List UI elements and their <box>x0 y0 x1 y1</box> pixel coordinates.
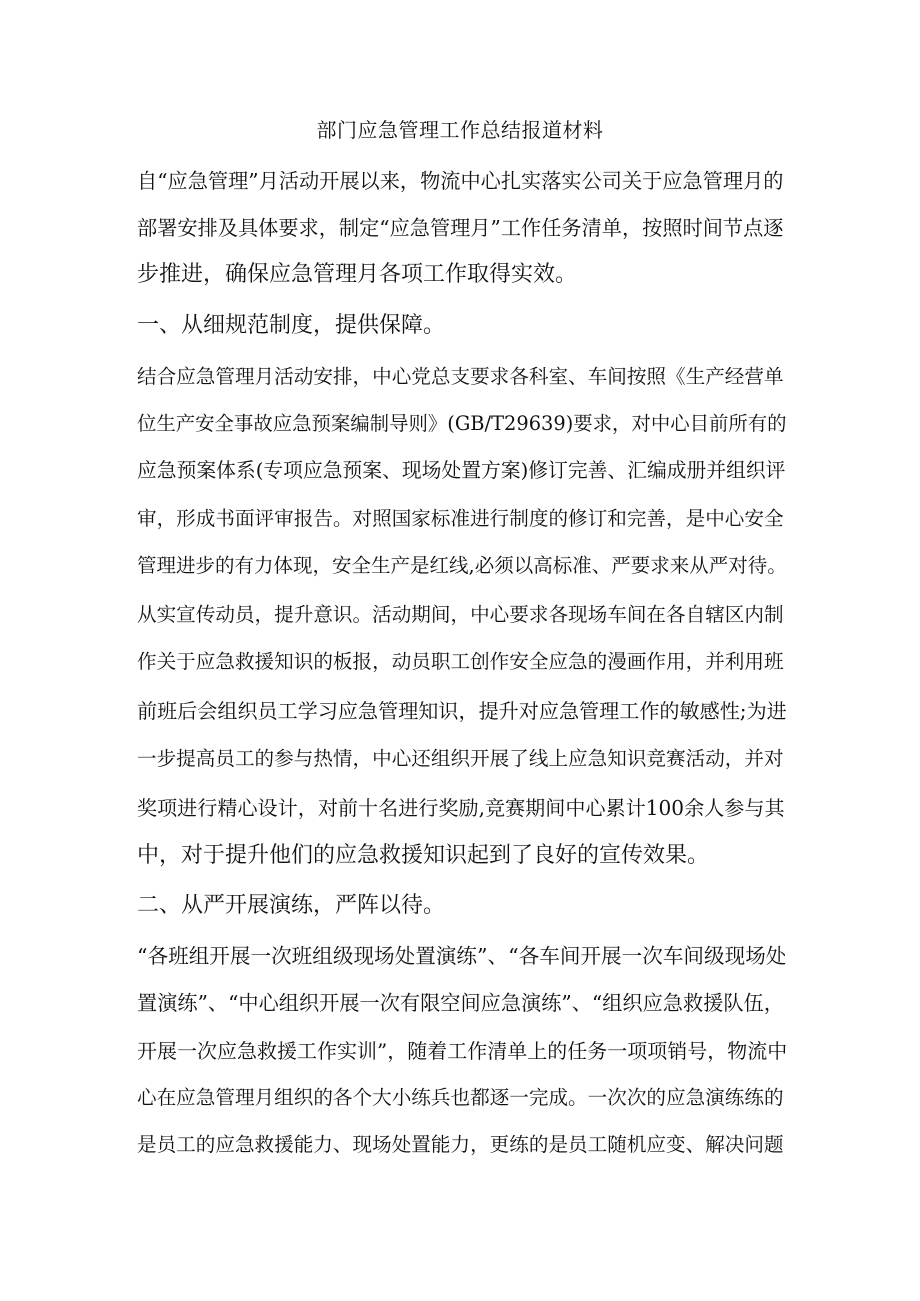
body-line-14: 奖项进行精心设计，对前十名进行奖励,竞赛期间中心累计100余人参与其 <box>137 796 785 820</box>
body-line-2: 部署安排及具体要求，制定“应急管理月”工作任务清单，按照时间节点逐 <box>137 216 784 240</box>
body-line-7: 应急预案体系(专项应急预案、现场处置方案)修订完善、汇编成册并组织评 <box>137 459 786 482</box>
body-line-3: 步推进，确保应急管理月各项工作取得实效。 <box>137 262 578 287</box>
section-heading-1: 一、从细规范制度，提供保障。 <box>137 313 446 338</box>
body-line-8: 审，形成书面评审报告。对照国家标准进行制度的修订和完善，是中心安全 <box>137 507 784 530</box>
body-line-11: 作关于应急救援知识的板报，动员职工创作安全应急的漫画作用，并利用班 <box>137 650 784 673</box>
body-line-9: 管理进步的有力体现，安全生产是红线,必须以高标准、严要求来从严对待。 <box>137 554 787 577</box>
body-line-21: 是员工的应急救援能力、现场处置能力，更练的是员工随机应变、解决问题 <box>137 1133 784 1156</box>
body-line-18: 置演练”、“中心组织开展一次有限空间应急演练”、“组织应急救援队伍， <box>137 991 784 1015</box>
body-line-13: 一步提高员工的参与热情，中心还组织开展了线上应急知识竞赛活动，并对 <box>137 747 784 770</box>
section-heading-2: 二、从严开展演练，严阵以待。 <box>137 893 446 918</box>
document-title: 部门应急管理工作总结报道材料 <box>316 118 604 142</box>
body-line-17: “各班组开展一次班组级现场处置演练”、“各车间开展一次车间级现场处 <box>137 944 787 968</box>
body-line-10: 从实宣传动员，提升意识。活动期间，中心要求各现场车间在各自辖区内制 <box>137 603 784 626</box>
body-line-15: 中，对于提升他们的应急救援知识起到了良好的宣传效果。 <box>137 843 710 868</box>
body-line-12: 前班后会组织员工学习应急管理知识，提升对应急管理工作的敏感性;为进 <box>137 699 787 723</box>
body-line-1: 自“应急管理”月活动开展以来，物流中心扎实落实公司关于应急管理月的 <box>137 169 784 193</box>
body-line-5: 结合应急管理月活动安排，中心党总支要求各科室、车间按照《生产经营单 <box>137 365 784 388</box>
body-line-6: 位生产安全事故应急预案编制导则》(GB/T29639)要求，对中心目前所有的 <box>137 412 787 435</box>
body-line-19: 开展一次应急救援工作实训”，随着工作清单上的任务一项项销号，物流中 <box>137 1039 788 1063</box>
body-line-20: 心在应急管理月组织的各个大小练兵也都逐一完成。一次次的应急演练练的 <box>137 1086 784 1109</box>
